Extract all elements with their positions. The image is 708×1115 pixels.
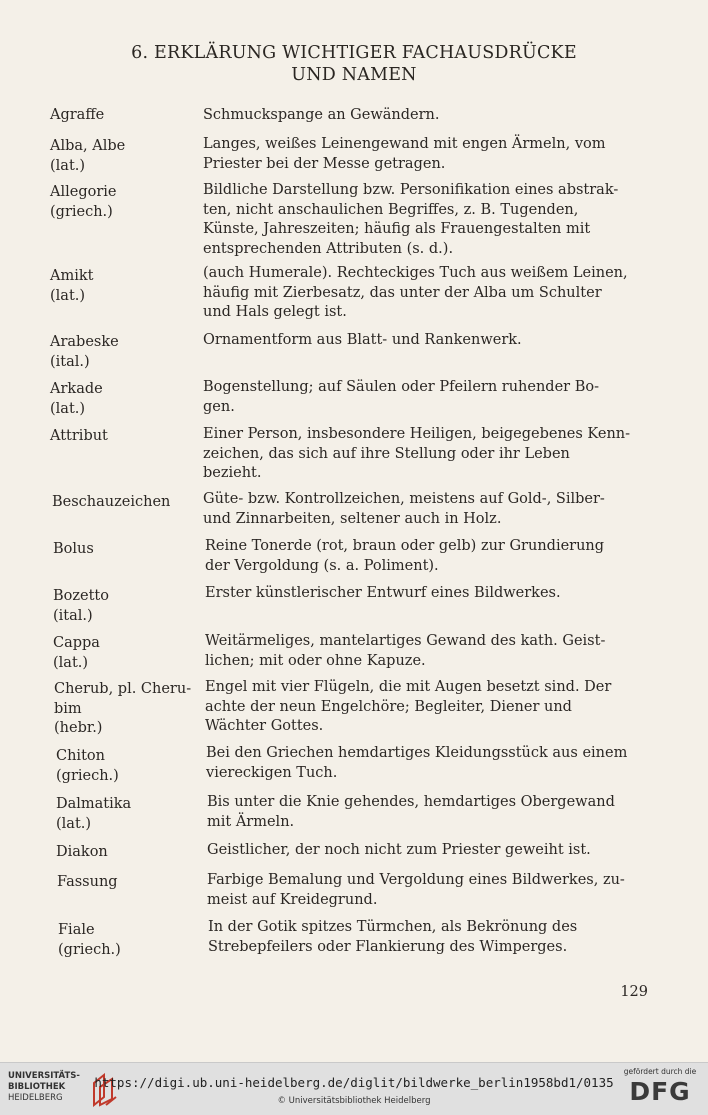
page-title-line-2: UND NAMEN <box>291 65 417 85</box>
entry-term: Chiton (griech.) <box>56 748 119 784</box>
entry-term: Cherub, pl. Cheru- bim (hebr.) <box>54 681 192 736</box>
dfg-logo-text: DFG <box>629 1077 691 1106</box>
entry-term: Attribut <box>50 428 108 444</box>
copyright-text: © Universitätsbibliothek Heidelberg <box>277 1096 431 1106</box>
entry-definition: Engel mit vier Flügeln, die mit Augen besetzt sind. Der achte der neun Engelchöre; Begleiter, Diener und Wächter Gottes. <box>205 679 612 734</box>
entry-term: Arabeske (ital.) <box>50 334 119 370</box>
entry-term: Bolus <box>53 541 94 557</box>
entry-term: Fassung <box>57 874 118 890</box>
entry-definition: Schmuckspange an Gewändern. <box>203 107 440 123</box>
entry-definition: Weitärmeliges, mantelartiges Gewand des kath. Geist- lichen; mit oder ohne Kapuze. <box>205 633 606 669</box>
entry-definition: Einer Person, insbesondere Heiligen, beigegebenes Kenn- zeichen, das sich auf ihre Stellung oder ihr Leben bezieht. <box>203 426 631 481</box>
entry-definition: Bei den Griechen hemdartiges Kleidungsstück aus einem viereckigen Tuch. <box>206 745 628 781</box>
entry-definition: Güte- bzw. Kontrollzeichen, meistens auf Gold-, Silber- und Zinnarbeiten, seltener auch in Holz. <box>203 491 605 527</box>
library-name: UNIVERSITÄTS- BIBLIOTHEK HEIDELBERG <box>8 1071 80 1103</box>
entry-term: Amikt (lat.) <box>50 268 94 304</box>
entry-term: Diakon <box>56 844 108 860</box>
entry-definition: Bis unter die Knie gehendes, hemdartiges Obergewand mit Ärmeln. <box>207 794 615 830</box>
entry-term: Bozetto (ital.) <box>53 588 109 624</box>
funding-text: gefördert durch die <box>623 1067 697 1076</box>
entry-definition: In der Gotik spitzes Türmchen, als Bekrönung des Strebepfeilers oder Flankierung des Wimperges. <box>208 919 578 955</box>
entry-definition: Geistlicher, der noch nicht zum Priester geweiht ist. <box>207 842 591 858</box>
page-number: 129 <box>620 984 648 1000</box>
entry-definition: Ornamentform aus Blatt- und Rankenwerk. <box>203 332 522 348</box>
entry-definition: Bogenstellung; auf Säulen oder Pfeilern ruhender Bo- gen. <box>203 379 599 415</box>
page-title <box>0 42 708 86</box>
dfg-funding-logo[interactable] <box>620 1067 700 1107</box>
entry-term: Dalmatika (lat.) <box>56 796 132 832</box>
footer-bar <box>0 1062 708 1115</box>
page-title-line-1: 6. ERKLÄRUNG WICHTIGER FACHAUSDRÜCKE <box>131 43 577 63</box>
entry-term: Agraffe <box>50 107 105 123</box>
entry-term: Alba, Albe (lat.) <box>50 138 126 174</box>
entry-definition: Farbige Bemalung und Vergoldung eines Bildwerkes, zu- meist auf Kreidegrund. <box>207 872 625 908</box>
entry-term: Arkade (lat.) <box>50 381 103 417</box>
source-url-link[interactable]: https://digi.ub.uni-heidelberg.de/diglit/bildwerke_berlin1958bd1/0135 <box>94 1075 614 1090</box>
entry-term: Fiale (griech.) <box>58 922 121 958</box>
entry-definition: Erster künstlerischer Entwurf eines Bildwerkes. <box>205 585 561 601</box>
entry-definition: Bildliche Darstellung bzw. Personifikation eines abstrak- ten, nicht anschaulichen Begriffes, z. B. Tugenden, Künste, Jahreszeiten; häufig als Frauengestalten mit entsprechenden Attributen (s. d.). <box>203 182 619 257</box>
entry-term: Beschauzeichen <box>52 494 171 510</box>
entry-term: Allegorie (griech.) <box>50 184 117 220</box>
entry-definition: Langes, weißes Leinengewand mit engen Ärmeln, vom Priester bei der Messe getragen. <box>203 136 606 172</box>
entry-term: Cappa (lat.) <box>53 635 100 671</box>
entry-definition: (auch Humerale). Rechteckiges Tuch aus weißem Leinen, häufig mit Zierbesatz, das unter der Alba um Schulter und Hals gelegt ist. <box>203 265 628 320</box>
entry-definition: Reine Tonerde (rot, braun oder gelb) zur Grundierung der Vergoldung (s. a. Poliment). <box>205 538 605 574</box>
